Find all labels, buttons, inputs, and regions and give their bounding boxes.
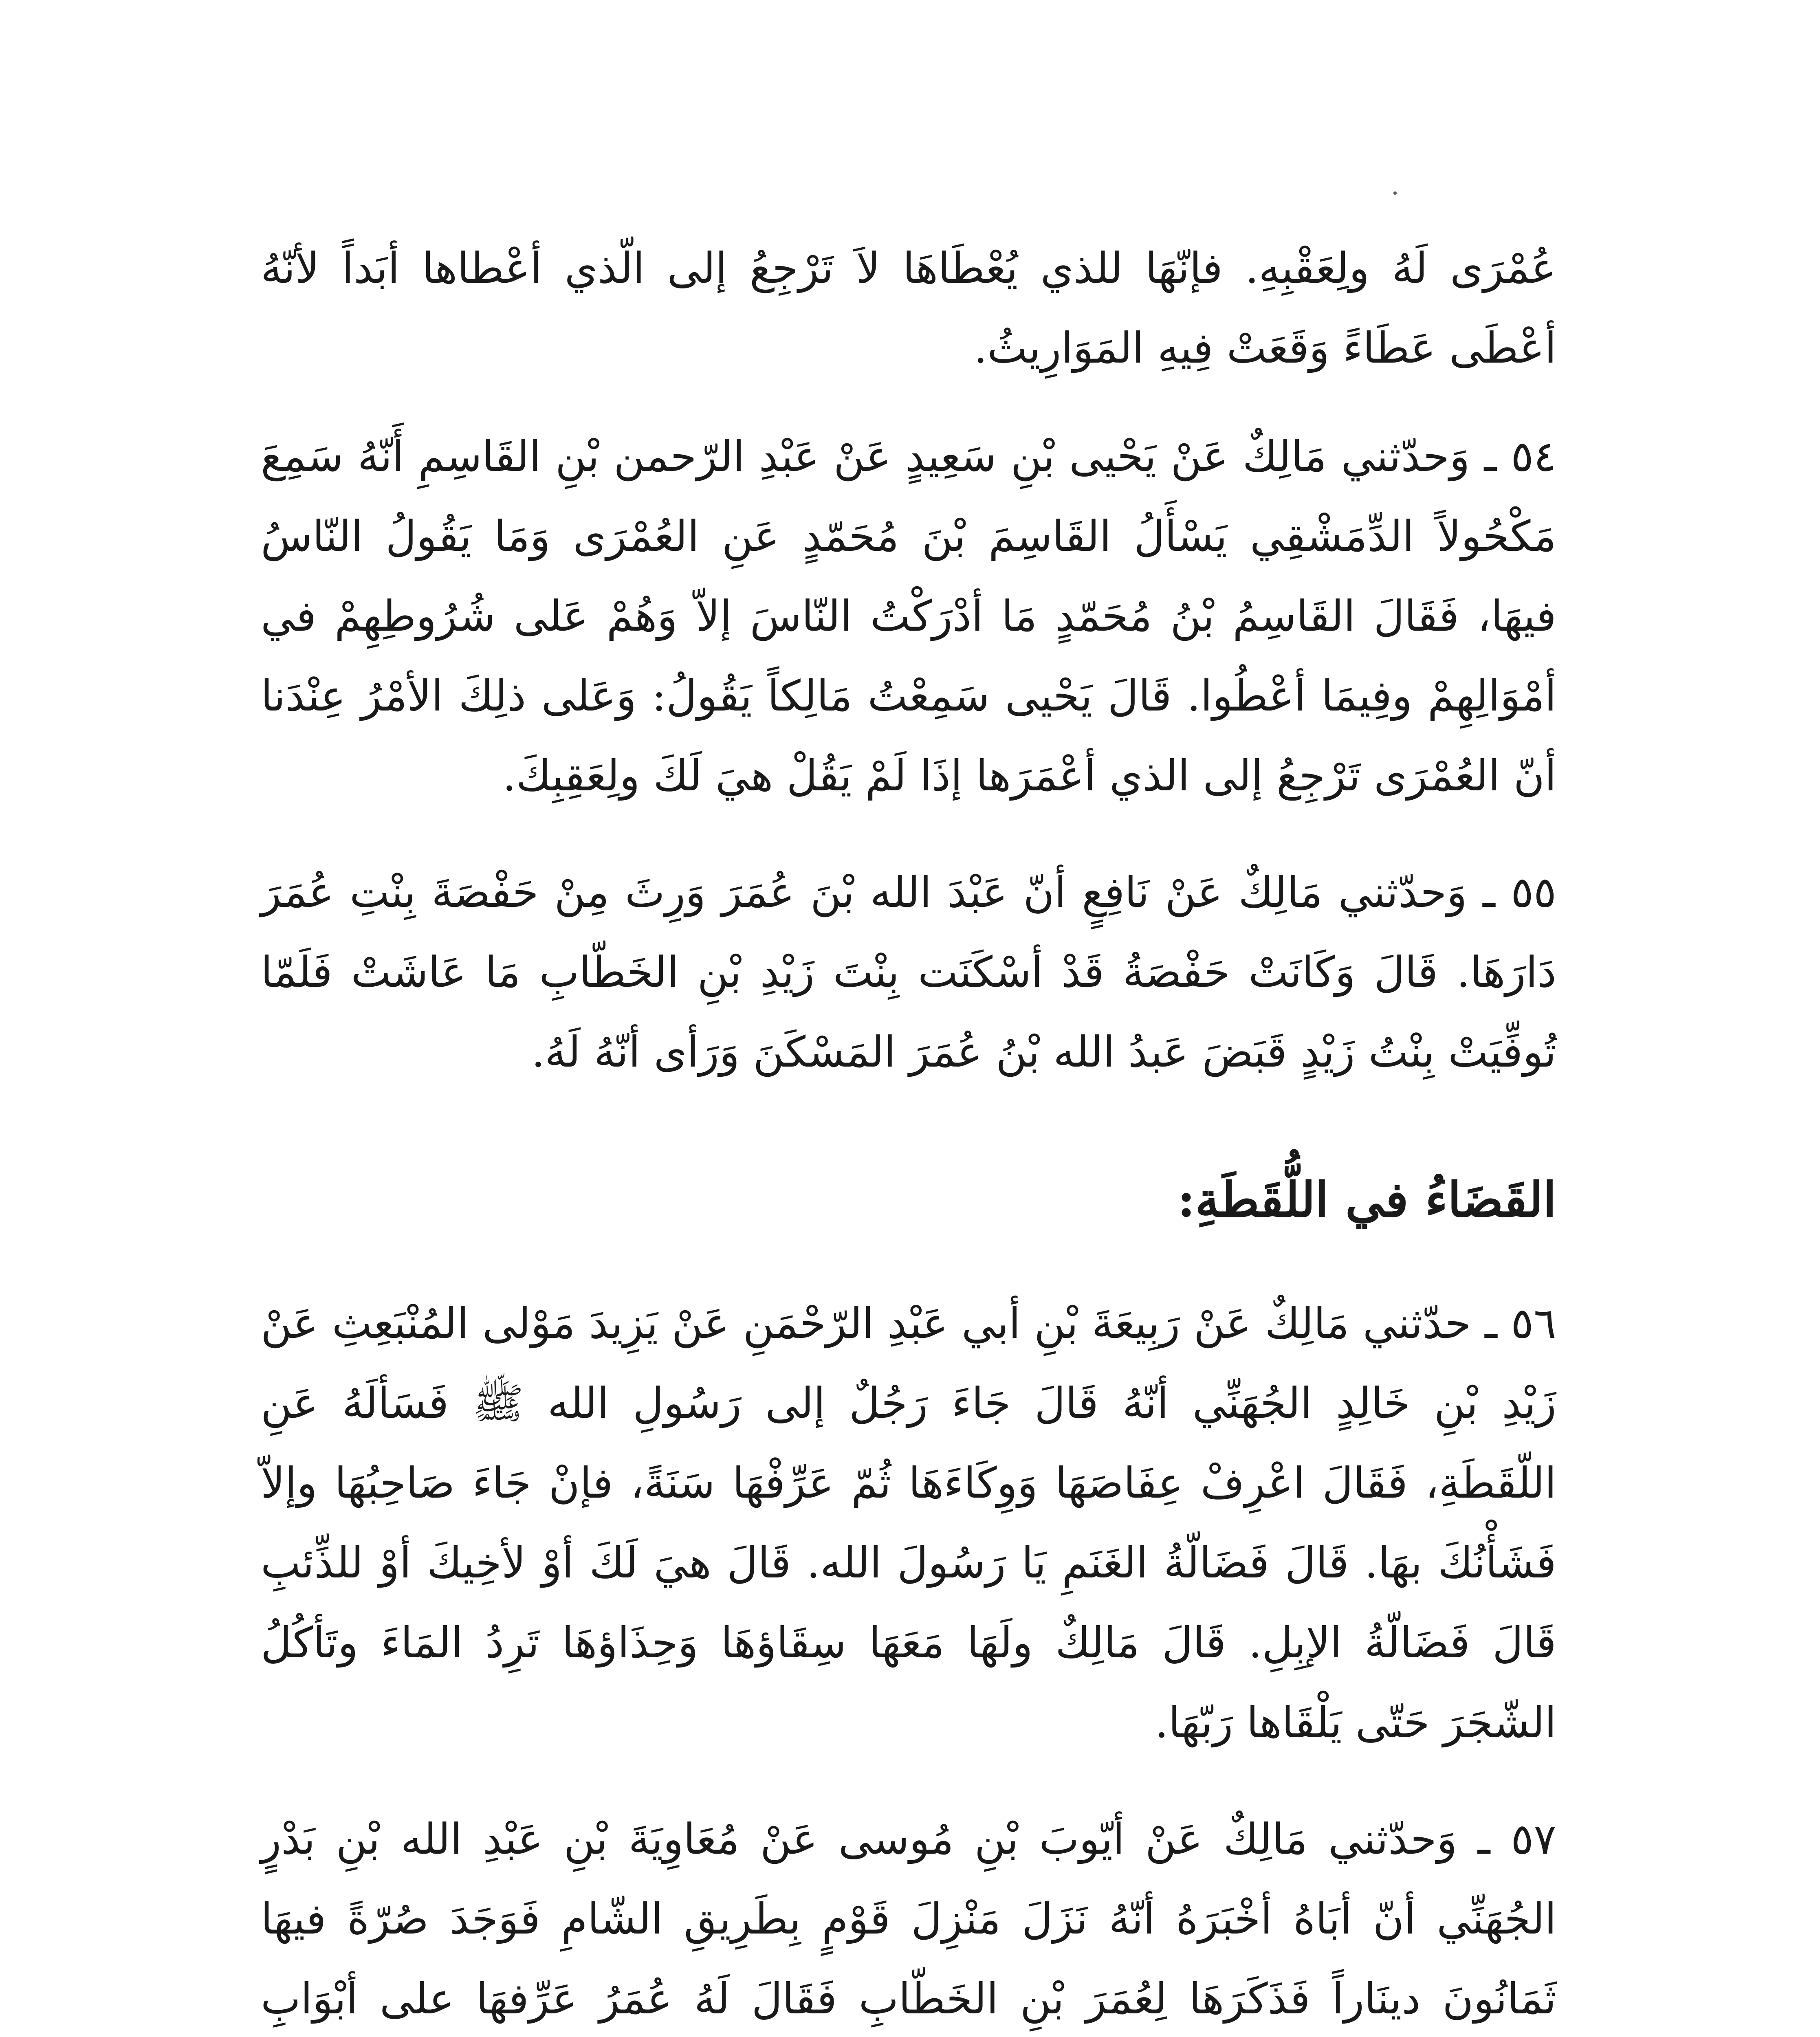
paragraph-continued: عُمْرَى لَهُ ولِعَقْبِهِ. فإنّهَا للذي يُعْطَاهَا لاَ تَرْجِعُ إلى الّذي أعْطاها أبَداً لأنّهُ أعْطَى عَطَاءً وَقَعَتْ فِيهِ المَوَارِيثُ.: [261, 243, 1556, 373]
paragraph-55: ٥٥ ـ وَحدّثني مَالِكٌ عَنْ نَافِعٍ أنّ عَبْدَ الله بْنَ عُمَرَ وَرِثَ مِنْ حَفْصَةَ بِنْتِ عُمَرَ دَارَهَا. قَالَ وَكَانَتْ حَفْصَةُ قَدْ أسْكَنَت بِنْتَ زَيْدِ بْنِ الخَطّابِ مَا عَاشَتْ فَلَمّا تُوفِّيَتْ بِنْتُ زَيْدٍ قَبَضَ عَبدُ الله بْنُ عُمَرَ المَسْكَنَ وَرَأى أنّهُ لَهُ.: [261, 867, 1556, 1077]
page-body: [261, 228, 1556, 2037]
section-heading: القَضَاءُ في اللُّقَطَةِ:: [1177, 1171, 1556, 1228]
paragraph-54: ٥٤ ـ وَحدّثني مَالِكٌ عَنْ يَحْيى بْنِ سَعِيدٍ عَنْ عَبْدِ الرّحمن بْنِ القَاسِمِ أَنّهُ سَمِعَ مَكْحُولاً الدِّمَشْقِي يَسْأَلُ القَاسِمَ بْنَ مُحَمّدٍ عَنِ العُمْرَى وَمَا يَقُولُ النّاسُ فيهَا، فَقَالَ القَاسِمُ بْنُ مُحَمّدٍ مَا أدْرَكْتُ النّاسَ إلاّ وَهُمْ عَلى شُرُوطِهِمْ في أمْوَالِهِمْ وفِيمَا أعْطُوا. قَالَ يَحْيى سَمِعْتُ مَالِكاً يَقُولُ: وَعَلى ذلِكَ الأمْرُ عِنْدَنا أنّ العُمْرَى تَرْجِعُ إلى الذي أعْمَرَها إذَا لَمْ يَقُلْ هيَ لَكَ ولِعَقِبِكَ.: [261, 431, 1556, 801]
paragraph-57: ٥٧ ـ وَحدّثني مَالِكٌ عَنْ أيّوبَ بْنِ مُوسى عَنْ مُعَاوِيَةَ بْنِ عَبْدِ الله بْنِ بَدْرٍ الجُهَنِّي أنّ أبَاهُ أخْبَرَهُ أنّهُ نَزَلَ مَنْزِلَ قَوْمٍ بِطَرِيقِ الشّامِ فَوَجَدَ صُرّةً فيهَا ثَمَانُونَ دينَاراً فَذَكَرَهَا لِعُمَرَ بْنِ الخَطّابِ فَقَالَ لَهُ عُمَرُ عَرِّفهَا على أبْوَابِ: [261, 1814, 1556, 2024]
paragraph-56: ٥٦ ـ حدّثني مَالِكٌ عَنْ رَبِيعَةَ بْنِ أبي عَبْدِ الرّحْمَنِ عَنْ يَزِيدَ مَوْلى المُنْبَعِثِ عَنْ زَيْدِ بْنِ خَالِدٍ الجُهَنِّي أنّهُ قَالَ جَاءَ رَجُلٌ إلى رَسُولِ الله ﷺ فَسَألَهُ عَنِ اللّقَطَةِ، فَقَالَ اعْرِفْ عِفَاصَهَا وَوِكَاءَهَا ثُمّ عَرِّفْهَا سَنَةً، فإنْ جَاءَ صَاحِبُهَا وإلاّ فَشَأْنُكَ بهَا. قَالَ فَضَالّةُ الغَنَمِ يَا رَسُولَ الله. قَالَ هيَ لَكَ أوْ لأخِيكَ أوْ للذِّئبِ قَالَ فَضَالّةُ الإبِلِ. قَالَ مَالِكٌ ولَهَا مَعَهَا سِقَاؤهَا وَحِذَاؤهَا تَرِدُ المَاءَ وتَأكُلُ الشّجَرَ حَتّى يَلْقَاها رَبّهَا.: [261, 1298, 1557, 1747]
scan-speck: [1393, 191, 1397, 195]
